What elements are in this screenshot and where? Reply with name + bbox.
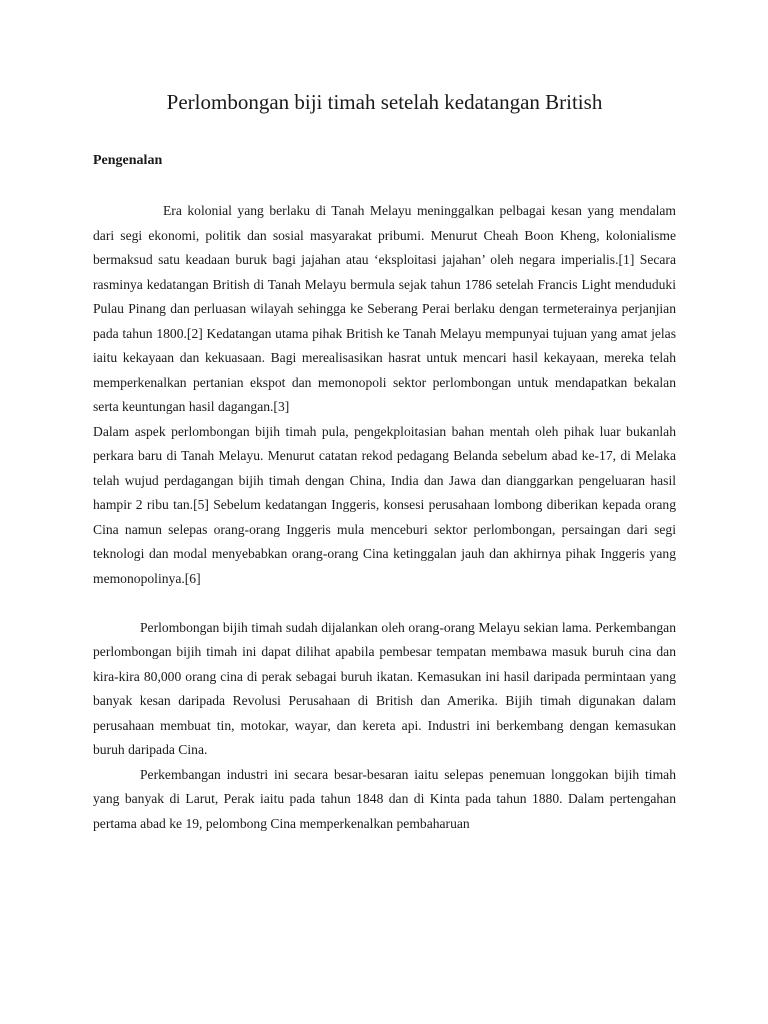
section-heading: Pengenalan <box>93 153 163 168</box>
paragraph: Era kolonial yang berlaku di Tanah Melayu meninggalkan pelbagai kesan yang mendalam dari segi ekonomi, politik dan sosial masyarakat pribumi. Menurut Cheah Boon Kheng, kolonialisme bermaksud satu keadaan buruk bagi jajahan atau ‘eksploitasi jajahan’ oleh negara imperialis.[1] Secara rasminya kedatangan British di Tanah Melayu bermula sejak tahun 1786 setelah Francis Light menduduki Pulau Pinang dan perluasan wilayah sehingga ke Seberang Perai berlaku dengan termeterainya perjanjian pada tahun 1800.[2] Kedatangan utama pihak British ke Tanah Melayu mempunyai tujuan yang amat jelas iaitu kekayaan dan kekuasaan. Bagi merealisasikan hasrat untuk mencari hasil kekayaan, mereka telah memperkenalkan pertanian ekspot dan memonopoli sektor perlombongan untuk mendapatkan bekalan serta keuntungan hasil dagangan.[3] <box>93 203 676 414</box>
body-text <box>93 199 676 836</box>
document-title: Perlombongan biji timah setelah kedatangan British <box>166 90 603 114</box>
paragraph: Perlombongan bijih timah sudah dijalankan oleh orang-orang Melayu sekian lama. Perkembangan perlombongan bijih timah ini dapat dilihat apabila pembesar tempatan membawa masuk buruh cina dan kira-kira 80,000 orang cina di perak sebagai buruh ikatan. Kemasukan ini hasil daripada permintaan yang banyak kesan daripada Revolusi Perusahaan di British dan Amerika. Bijih timah digunakan dalam perusahaan membuat tin, motokar, wayar, dan kereta api. Industri ini berkembang dengan kemasukan buruh daripada Cina. <box>93 619 676 757</box>
paragraph: Dalam aspek perlombongan bijih timah pula, pengekploitasian bahan mentah oleh pihak luar bukanlah perkara baru di Tanah Melayu. Menurut catatan rekod pedagang Belanda sebelum abad ke-17, di Melaka telah wujud perdagangan bijih timah dengan China, India dan Jawa dan dianggarkan pengeluaran hasil hampir 2 ribu tan.[5] Sebelum kedatangan Inggeris, konsesi perusahaan lombong diberikan kepada orang Cina namun selepas orang-orang Inggeris mula menceburi sektor perlombongan, persaingan dari segi teknologi dan modal menyebabkan orang-orang Cina ketinggalan jauh dan akhirnya pihak Inggeris yang memonopolinya.[6] <box>93 423 676 586</box>
paragraph: Perkembangan industri ini secara besar-besaran iaitu selepas penemuan longgokan bijih timah yang banyak di Larut, Perak iaitu pada tahun 1848 dan di Kinta pada tahun 1880. Dalam pertengahan pertama abad ke 19, pelombong Cina memperkenalkan pembaharuan <box>93 766 676 831</box>
